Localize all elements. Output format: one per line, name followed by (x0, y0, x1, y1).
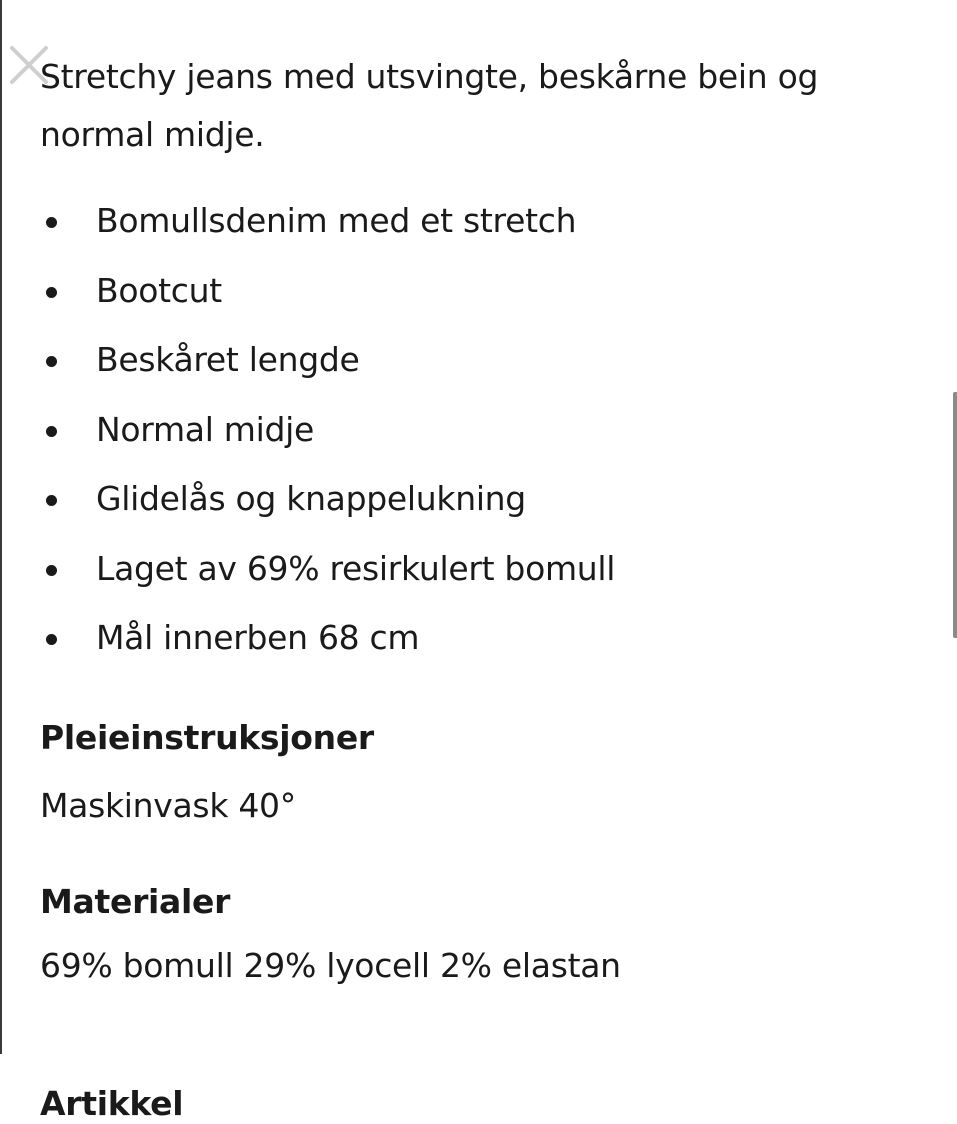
care-title: Pleieinstruksjoner (40, 718, 374, 757)
materials-title: Materialer (40, 882, 231, 921)
feature-item: Beskåret lengde (40, 325, 920, 395)
care-text: Maskinvask 40° (40, 786, 296, 825)
product-intro: Stretchy jeans med utsvingte, beskårne bein og normal midje. (40, 57, 819, 154)
feature-item: Bootcut (40, 256, 920, 326)
feature-item: Laget av 69% resirkulert bomull (40, 534, 920, 604)
product-description (40, 48, 920, 1123)
feature-item: Mål innerben 68 cm (40, 603, 920, 673)
article-title: Artikkel (40, 1084, 184, 1123)
window-edge (0, 0, 2, 1054)
feature-item: Normal midje (40, 395, 920, 465)
feature-list (40, 186, 920, 673)
feature-item: Bomullsdenim med et stretch (40, 186, 920, 256)
scrollbar[interactable] (953, 392, 957, 638)
materials-text: 69% bomull 29% lyocell 2% elastan (40, 946, 621, 985)
feature-item: Glidelås og knappelukning (40, 464, 920, 534)
